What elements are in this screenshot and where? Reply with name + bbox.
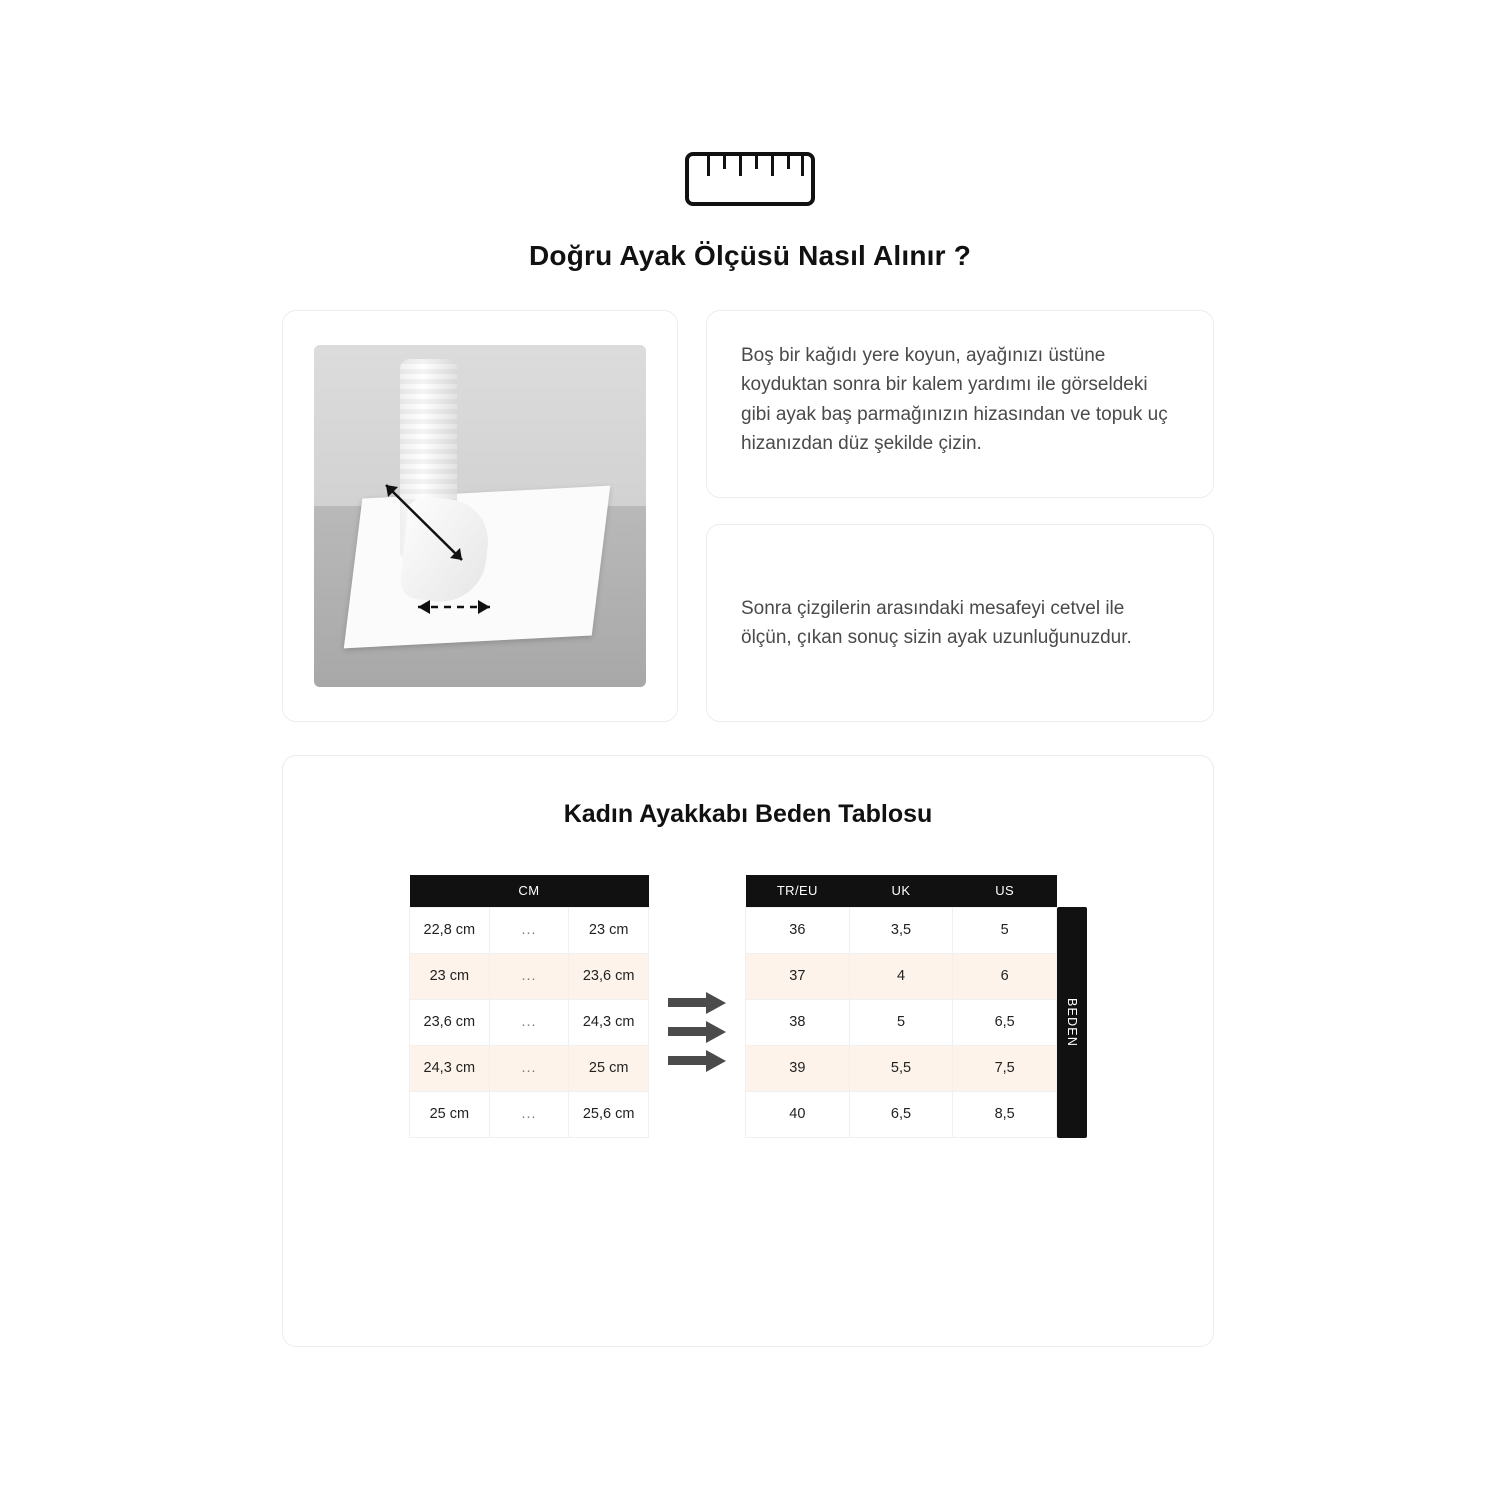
table-row: [746, 1091, 1057, 1137]
cm-from: 23 cm: [410, 953, 490, 999]
table-row: [410, 999, 649, 1045]
size-table: [745, 875, 1057, 1138]
cm-from: 24,3 cm: [410, 1045, 490, 1091]
page-title: Doğru Ayak Ölçüsü Nasıl Alınır ?: [528, 240, 972, 271]
cm-to: 23 cm: [569, 907, 649, 953]
size-header-uk: UK: [849, 875, 953, 907]
instruction-card-2: Sonra çizgilerin arasındaki mesafeyi cetvel ile ölçün, çıkan sonuç sizin ayak uzunluğunuzdur.: [706, 524, 1214, 722]
measure-arrows-icon: [314, 345, 646, 687]
cm-to: 25 cm: [569, 1045, 649, 1091]
table-row: [410, 907, 649, 953]
size-table-title: Kadın Ayakkabı Beden Tablosu: [563, 800, 933, 828]
arrow-right-icon: [668, 1024, 726, 1039]
cm-dots: ...: [489, 907, 569, 953]
table-row: [746, 907, 1057, 953]
instruction-card-1: Boş bir kağıdı yere koyun, ayağınızı üstüne koyduktan sonra bir kalem yardımı ile görseldeki gibi ayak baş parmağınızın hizasından ve topuk uç hizanızdan düz şekilde çizin.: [706, 310, 1214, 498]
size-uk: 6,5: [849, 1091, 953, 1137]
table-row: [410, 953, 649, 999]
cm-dots: ...: [489, 953, 569, 999]
arrow-right-icon: [668, 1053, 726, 1068]
size-us: 6,5: [953, 999, 1057, 1045]
size-uk: 3,5: [849, 907, 953, 953]
beden-side-label: [1057, 907, 1087, 1138]
cm-dots: ...: [489, 999, 569, 1045]
top-section: [282, 310, 1214, 722]
cm-table: [409, 875, 649, 1138]
instructions-column: [706, 310, 1214, 722]
size-us: 7,5: [953, 1045, 1057, 1091]
size-header-treu: TR/EU: [746, 875, 850, 907]
size-treu: 40: [746, 1091, 850, 1137]
table-row: [746, 999, 1057, 1045]
size-treu: 39: [746, 1045, 850, 1091]
cm-from: 22,8 cm: [410, 907, 490, 953]
arrow-right-icon: [668, 995, 726, 1010]
cm-header: CM: [410, 875, 649, 907]
foot-measurement-photo: [314, 345, 646, 687]
cm-to: 24,3 cm: [569, 999, 649, 1045]
size-tables: [283, 875, 1213, 1138]
cm-from: 23,6 cm: [410, 999, 490, 1045]
size-treu: 36: [746, 907, 850, 953]
size-table-card: [282, 755, 1214, 1347]
size-header-us: US: [953, 875, 1057, 907]
size-uk: 5,5: [849, 1045, 953, 1091]
cm-dots: ...: [489, 1091, 569, 1137]
size-table-wrap: [745, 875, 1087, 1138]
size-uk: 5: [849, 999, 953, 1045]
size-treu: 37: [746, 953, 850, 999]
size-us: 6: [953, 953, 1057, 999]
size-us: 5: [953, 907, 1057, 953]
cm-dots: ...: [489, 1045, 569, 1091]
table-row: [746, 953, 1057, 999]
photo-card: [282, 310, 678, 722]
table-row: [746, 1045, 1057, 1091]
cm-to: 25,6 cm: [569, 1091, 649, 1137]
table-row: [410, 1045, 649, 1091]
cm-to: 23,6 cm: [569, 953, 649, 999]
size-treu: 38: [746, 999, 850, 1045]
table-row: [410, 1091, 649, 1137]
ruler-icon: [685, 152, 815, 206]
cm-from: 25 cm: [410, 1091, 490, 1137]
ruler-icon-wrap: [0, 152, 1500, 206]
conversion-arrows: [649, 875, 745, 1068]
beden-side-label-text: BEDEN: [1065, 997, 1079, 1047]
size-us: 8,5: [953, 1091, 1057, 1137]
size-uk: 4: [849, 953, 953, 999]
